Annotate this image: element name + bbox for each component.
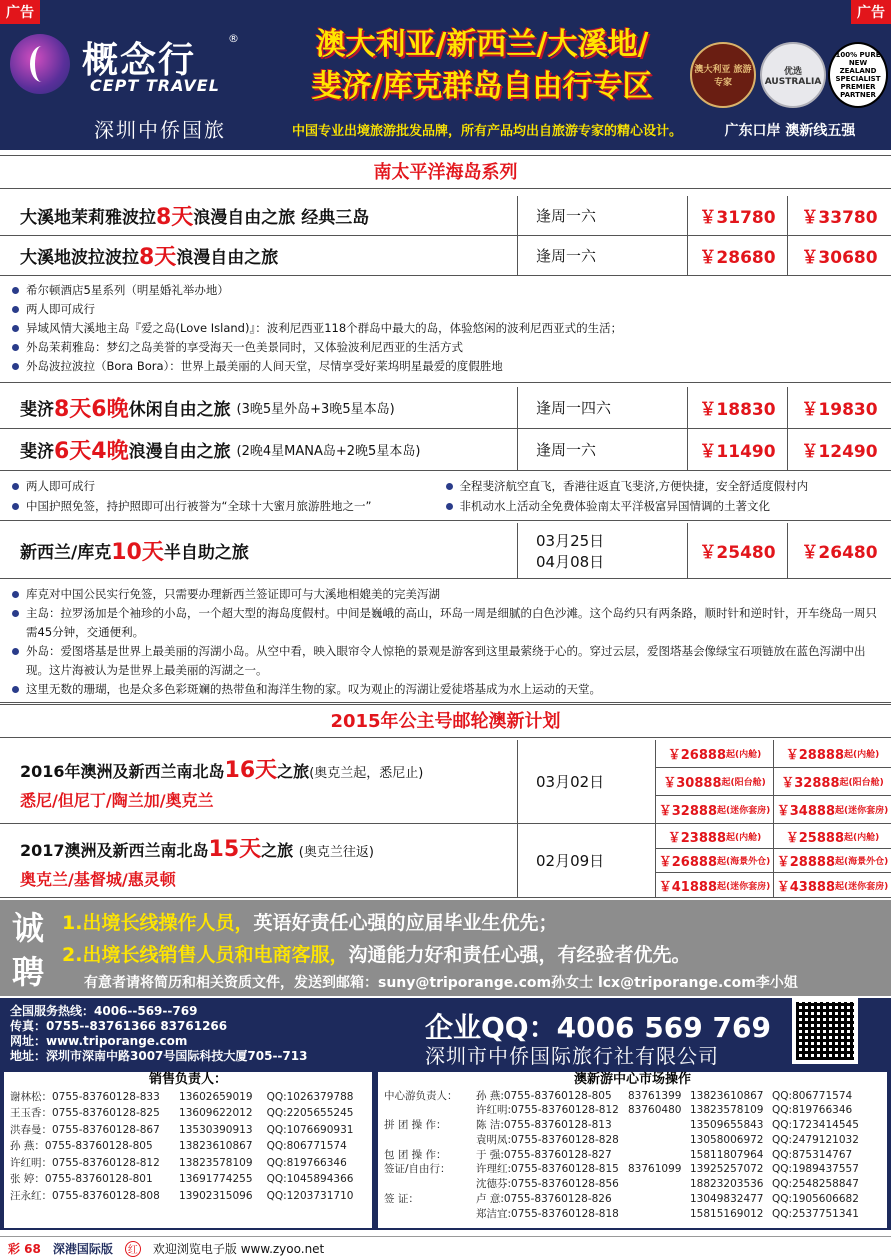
tour-price-2: ￥12490 bbox=[801, 442, 878, 462]
title-line-2: 斐济/库克群岛自由行专区 bbox=[311, 69, 653, 104]
hotline: 全国服务热线：4006--569--769 bbox=[10, 1004, 198, 1018]
header-slogan: 中国专业出境旅游批发品牌，所有产品均出自旅游专家的精心设计。 bbox=[291, 124, 682, 139]
cruise-price: ￥30888 起(阳台舱) bbox=[656, 768, 774, 796]
list-item: 外岛波拉波拉（Bora Bora）：世界上最美丽的人间天堂，尽情享受好莱坞明星最爱的度假胜地 bbox=[12, 357, 879, 376]
contact-bar bbox=[0, 998, 891, 1070]
cruise-price: ￥32888 起(迷你套房) bbox=[656, 796, 774, 824]
tour-name: 斐济 8天6晚 休闲自由之旅 (3晚5星外岛+3晚5星本岛) bbox=[0, 387, 518, 428]
page-number: 彩 68 bbox=[8, 1242, 41, 1256]
tour-row[interactable] bbox=[0, 236, 891, 276]
new-zealand-badge-icon: 100% PURE NEW ZEALAND SPECIALIST PREMIER PARTNER bbox=[828, 42, 888, 108]
fax: 传真：0755--83761366 83761266 bbox=[10, 1019, 228, 1033]
address: 地址：深圳市深南中路3007号国际科技大厦705--713 bbox=[10, 1049, 308, 1063]
recruit-email[interactable]: 有意者请将简历和相关资质文件，发送到邮箱：suny@triporange.com孙女士 lcx@triporange.com李小姐 bbox=[84, 975, 798, 991]
tour-price-1: ￥25480 bbox=[688, 523, 788, 578]
staff-row: 汪永红：0755-83760128-808 13902315096 QQ:1203731710 bbox=[10, 1189, 354, 1202]
logo bbox=[10, 28, 270, 143]
red-edition-icon: 红 bbox=[125, 1241, 141, 1257]
website-link[interactable]: 网址：www.triporange.com bbox=[10, 1034, 188, 1048]
list-item: 这里无数的珊瑚，也是众多色彩斑斓的热带鱼和海洋生物的家。叹为观止的泻湖让爱徒塔基成为水上运动的天堂。 bbox=[12, 680, 879, 699]
staff-row: 签证/自由行： 许理红:0755-83760128-815 83761099 13925257072 QQ:1989437557 bbox=[384, 1163, 859, 1176]
recruit-position-1: 1.出境长线操作人员，英语好责任心强的应届毕业生优先； bbox=[62, 912, 558, 934]
list-item: 两人即可成行 bbox=[12, 477, 446, 497]
footer-link[interactable]: 欢迎浏览电子版 www.zyoo.net bbox=[152, 1242, 325, 1256]
cruise-price: ￥34888 起(迷你套房) bbox=[774, 796, 891, 824]
section-title-islands: 南太平洋海岛系列 bbox=[0, 155, 891, 189]
logo-emblem-icon bbox=[10, 34, 70, 94]
tour-date: 逢周一六 bbox=[518, 429, 688, 470]
tour-price-1: ￥28680 bbox=[688, 236, 788, 275]
registered-mark: ® bbox=[228, 32, 239, 45]
staff-directory bbox=[0, 1070, 891, 1230]
specialist-badge-icon: 澳大利亚 旅游专家 bbox=[690, 42, 756, 108]
company-name: 深圳市中侨国际旅行社有限公司 bbox=[425, 1044, 719, 1068]
logo-english-name: CEPT TRAVEL bbox=[90, 76, 220, 95]
tour-date: 逢周一六 bbox=[518, 236, 688, 275]
tour-price-2: ￥30680 bbox=[801, 248, 878, 268]
enterprise-qq: 企业QQ：4006 569 769 bbox=[425, 1011, 771, 1044]
logo-subtitle: 深圳中侨国旅 bbox=[94, 118, 226, 142]
section-title-cruise: 2015年公主号邮轮澳新计划 bbox=[0, 704, 891, 738]
tour-price-1: ￥18830 bbox=[688, 387, 788, 428]
staff-row: 张 婷：0755-83760128-801 13691774255 QQ:1045894366 bbox=[10, 1173, 354, 1185]
operations-contacts bbox=[378, 1072, 887, 1228]
staff-row: 拼 团 操 作： 陈 洁:0755-83760128-813 13509655843 QQ:1723414545 bbox=[384, 1119, 859, 1132]
tour-price-2: ￥33780 bbox=[801, 208, 878, 228]
ad-label-right: 广告 bbox=[851, 0, 891, 24]
list-item: 异域风情大溪地主岛『爱之岛(Love Island)』：波利尼西亚118个群岛中最大的岛，体验悠闲的波利尼西亚式的生活； bbox=[12, 319, 879, 338]
cruise-name: 2016年澳洲及新西兰南北岛16天之旅(奥克兰起，悉尼止) 悉尼/但尼丁/陶兰加/奥克兰 bbox=[0, 740, 518, 823]
staff-row: 签 证： 卢 意:0755-83760128-826 13049832477 QQ:1905606682 bbox=[384, 1193, 859, 1206]
tour-name: 斐济 6天4晚 浪漫自由之旅 (2晚4星MANA岛+2晚5星本岛) bbox=[0, 429, 518, 470]
logo-chinese-name: 概念行 bbox=[82, 40, 197, 81]
staff-row: 郑洁宜:0755-83760128-818 15815169012 QQ:2537751341 bbox=[476, 1207, 859, 1220]
sales-contacts bbox=[4, 1072, 372, 1228]
title-line-1: 澳大利亚/新西兰/大溪地/ bbox=[315, 27, 649, 62]
notes-tahiti bbox=[0, 277, 891, 383]
cruise-price: ￥23888 起(内舱) bbox=[656, 824, 774, 849]
australia-badge-icon: 优选 AUSTRALIA bbox=[760, 42, 826, 108]
staff-row: 包 团 操 作： 于 强:0755-83760128-827 15811807964 QQ:875314767 bbox=[384, 1148, 853, 1161]
list-item: 非机动水上活动全免费体验南太平洋极富异国情调的土著文化 bbox=[446, 497, 880, 517]
cruise-date: 03月02日 bbox=[518, 740, 656, 823]
edition-name: 深港国际版 bbox=[52, 1242, 113, 1256]
staff-row: 洪春曼：0755-83760128-867 13530390913 QQ:1076690931 bbox=[10, 1123, 354, 1136]
recruit-heading: 诚 聘 bbox=[11, 909, 44, 991]
sales-title: 销售负责人： bbox=[148, 1072, 227, 1087]
tour-date: 逢周一六 bbox=[518, 196, 688, 235]
staff-row: 许红明:0755-83760128-812 83760480 13823578109 QQ:819766346 bbox=[476, 1104, 853, 1117]
list-item: 外岛：爱图塔基是世界上最美丽的泻湖小岛。从空中看，映入眼帘令人惊艳的景观是游客到这里最萦绕于心的。穿过云层，爱图塔基会像绿宝石项链放在蓝色泻湖中出现。这片海被认为是世界上最美丽的泻湖之一。 bbox=[12, 642, 879, 680]
tour-name: 大溪地茉莉雅波拉 8天 浪漫自由之旅 经典三岛 bbox=[0, 196, 518, 235]
staff-row: 许红明：0755-83760128-812 13823578109 QQ:819766346 bbox=[10, 1156, 347, 1169]
tour-date: 逢周一四六 bbox=[518, 387, 688, 428]
list-item: 外岛茉莉雅岛：梦幻之岛美誉的享受海天一色美景同时，又体验波利尼西亚的生活方式 bbox=[12, 338, 879, 357]
tour-row[interactable] bbox=[0, 429, 891, 471]
cruise-name: 2017澳洲及新西兰南北岛15天之旅 (奥克兰往返) 奥克兰/基督城/惠灵顿 bbox=[0, 824, 518, 897]
staff-row: 中心游负责人： 孙 燕:0755-83760128-805 83761399 13823610867 QQ:806771574 bbox=[384, 1089, 853, 1102]
list-item: 中国护照免签，持护照即可出行被誉为“全球十大蜜月旅游胜地之一” bbox=[12, 497, 446, 517]
notes-cook bbox=[0, 581, 891, 703]
recruitment-banner bbox=[0, 900, 891, 996]
cruise-price: ￥25888 起(内舱) bbox=[774, 824, 891, 849]
staff-row: 王玉香：0755-83760128-825 13609622012 QQ:2205655245 bbox=[10, 1107, 354, 1119]
tour-price-1: ￥11490 bbox=[688, 429, 788, 470]
header-rank: 广东口岸 澳新线五强 bbox=[724, 123, 856, 139]
page-footer bbox=[0, 1236, 891, 1260]
tour-name: 大溪地波拉波拉 8天 浪漫自由之旅 bbox=[0, 236, 518, 275]
recruit-position-2: 2.出境长线销售人员和电商客服，沟通能力好和责任心强，有经验者优先。 bbox=[62, 944, 691, 966]
tour-row[interactable] bbox=[0, 387, 891, 429]
tour-row[interactable] bbox=[0, 523, 891, 579]
staff-row: 沈德芬:0755-83760128-856 18823203536 QQ:2548258847 bbox=[476, 1178, 859, 1191]
staff-row: 谢林松：0755-83760128-833 13602659019 QQ:1026379788 bbox=[10, 1090, 354, 1103]
list-item: 两人即可成行 bbox=[12, 300, 879, 319]
page-title bbox=[282, 24, 682, 108]
notes-fiji bbox=[0, 473, 891, 521]
tour-row[interactable] bbox=[0, 196, 891, 236]
qr-code-icon[interactable] bbox=[792, 998, 858, 1064]
cruise-price: ￥26888 起(内舱) bbox=[656, 740, 774, 768]
tour-name: 新西兰/库克 10天 半自助之旅 bbox=[0, 523, 518, 578]
header-banner bbox=[0, 0, 891, 150]
list-item: 全程斐济航空直飞，香港往返直飞斐济,方便快捷，安全舒适度假村内 bbox=[446, 477, 880, 497]
list-item: 希尔顿酒店5星系列（明星婚礼举办地） bbox=[12, 281, 879, 300]
list-item: 库克对中国公民实行免签，只需要办理新西兰签证即可与大溪地相媲美的完美泻湖 bbox=[12, 585, 879, 604]
ad-label-left: 广告 bbox=[0, 0, 40, 24]
tour-price-1: ￥31780 bbox=[688, 196, 788, 235]
tour-price-2: ￥19830 bbox=[801, 400, 878, 420]
cruise-price: ￥28888 起(内舱) bbox=[774, 740, 891, 768]
cruise-price: ￥43888 起(迷你套房) bbox=[774, 873, 891, 898]
cruise-price: ￥32888 起(阳台舱) bbox=[774, 768, 891, 796]
cruise-price: ￥41888 起(迷你套房) bbox=[656, 873, 774, 898]
contact-info bbox=[10, 1004, 307, 1064]
operations-title: 澳新游中心市场操作 bbox=[573, 1072, 691, 1087]
list-item: 主岛：拉罗汤加是个袖珍的小岛，一个超大型的海岛度假村。中间是巍峨的高山，环岛一周是细腻的白色沙滩。这个岛约只有两条路，顺时针和逆时针，开车绕岛一周只需45分钟，交通便利。 bbox=[12, 604, 879, 642]
cruise-date: 02月09日 bbox=[518, 824, 656, 897]
cruise-price: ￥28888 起(海景外仓) bbox=[774, 849, 891, 873]
tour-date: 03月25日 04月08日 bbox=[518, 523, 688, 578]
cruise-price: ￥26888 起(海景外仓) bbox=[656, 849, 774, 873]
staff-row: 袁明凤:0755-83760128-828 13058006972 QQ:2479121032 bbox=[476, 1133, 859, 1146]
tour-price-2: ￥26480 bbox=[801, 543, 878, 563]
staff-row: 孙 燕：0755-83760128-805 13823610867 QQ:806771574 bbox=[10, 1140, 347, 1152]
